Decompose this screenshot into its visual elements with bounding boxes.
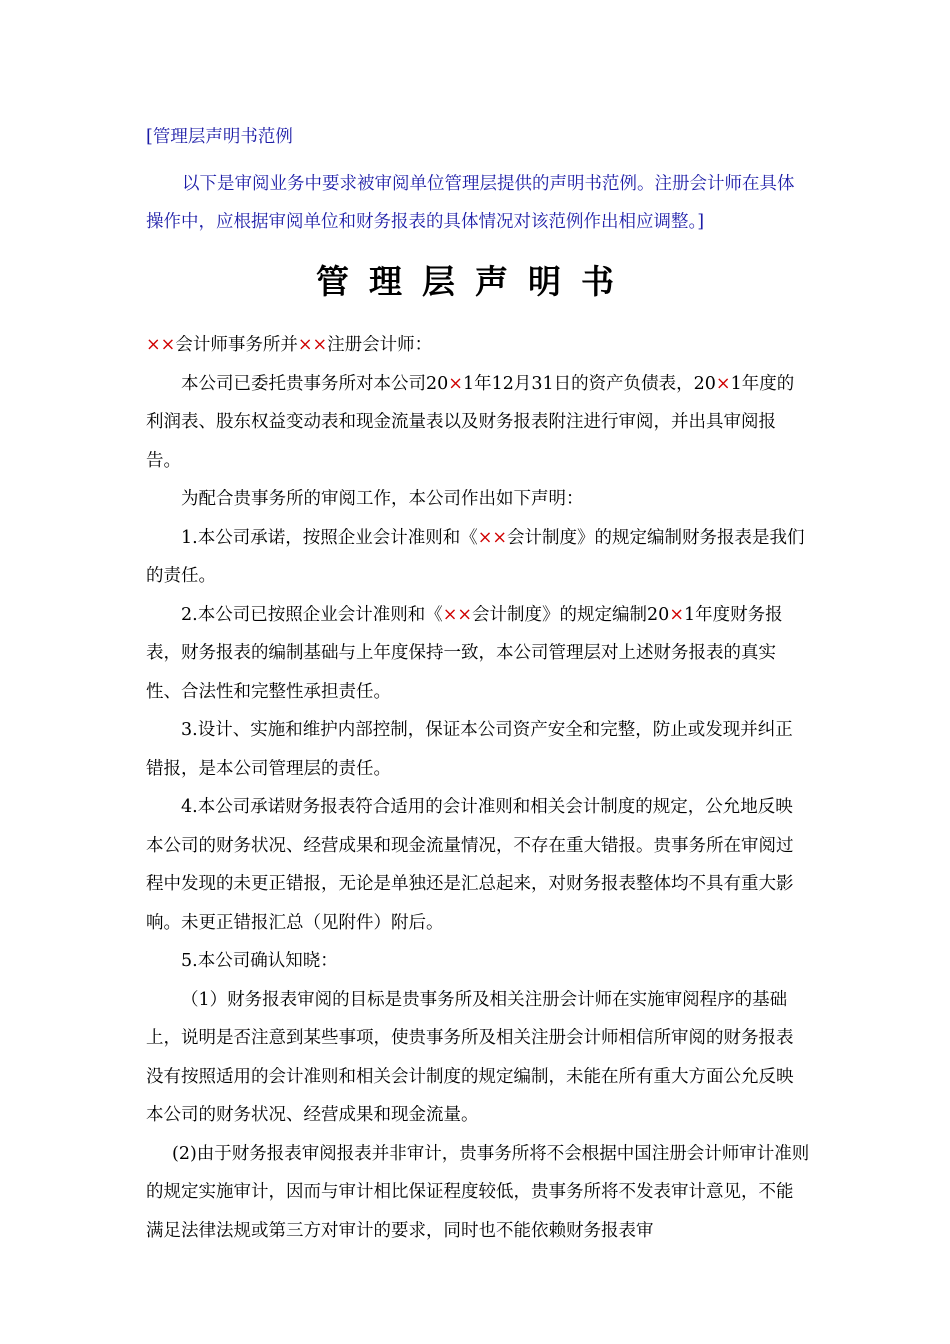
declaration-item-4: 4.本公司承诺财务报表符合适用的会计准则和相关会计制度的规定，公允地反映本公司的财务状况、经营成果和现金流量情况，不存在重大错报。贵事务所在审阅过程中发现的未更正错报，无论是单独还是汇总起来，对财务报表整体均不具有重大影响。未更正错报汇总（见附件）附后。 <box>146 797 794 933</box>
template-note-body: 以下是审阅业务中要求被审阅单位管理层提供的声明书范例。注册会计师在具体操作中，应根据审阅单位和财务报表的具体情况对该范例作出相应调整。] <box>146 174 795 232</box>
intro-text: 1年12月31日的资产负债表，20 <box>462 373 716 394</box>
template-note-heading: [管理层声明书范例 <box>146 127 293 147</box>
salutation <box>146 326 810 365</box>
declaration-subitem-2: (2)由于财务报表审阅报表并非审计，贵事务所将不会根据中国注册会计师审计准则的规定实施审计，因而与审计相比保证程度较低，贵事务所将不发表审计意见，不能满足法律法规或第三方对审计的要求，同时也不能依赖财务报表审 <box>146 1143 810 1241</box>
declaration-item-5: 5.本公司确认知晓： <box>181 951 338 971</box>
intro-text: 本公司已委托贵事务所对本公司20 <box>181 373 449 394</box>
salutation-text: 会计师事务所并 <box>175 335 298 355</box>
placeholder-mark: ×× <box>146 335 176 355</box>
document-body <box>146 326 810 1250</box>
document-title: 管理层声明书 <box>316 262 634 301</box>
declaration-item-2 <box>146 596 810 712</box>
item-text: 2.本公司已按照企业会计准则和《 <box>181 604 443 625</box>
placeholder-mark: × <box>715 373 731 394</box>
placeholder-mark: ×× <box>297 335 328 355</box>
placeholder-mark: ×× <box>442 604 473 625</box>
declaration-subitem-1: （1）财务报表审阅的目标是贵事务所及相关注册会计师在实施审阅程序的基础上，说明是否注意到某些事项，使贵事务所及相关注册会计师相信所审阅的财务报表没有按照适用的会计准则和相关会计制度的规定编制，未能在所有重大方面公允反映本公司的财务状况、经营成果和现金流量。 <box>146 989 794 1125</box>
placeholder-mark: ×× <box>477 527 508 548</box>
item-text: 会计制度》的规定编制财务报表是我们的责任。 <box>146 527 805 586</box>
intro-paragraph <box>146 365 810 481</box>
item-text: 会计制度》的规定编制20 <box>472 604 670 625</box>
salutation-text: 注册会计师： <box>327 335 433 355</box>
placeholder-mark: × <box>669 604 684 625</box>
declaration-item-3: 3.设计、实施和维护内部控制，保证本公司资产安全和完整，防止或发现并纠正错报，是本公司管理层的责任。 <box>146 720 793 779</box>
lead-paragraph: 为配合贵事务所的审阅工作，本公司作出如下声明： <box>181 489 584 509</box>
placeholder-mark: × <box>448 373 463 394</box>
item-text: 1.本公司承诺，按照企业会计准则和《 <box>181 527 478 548</box>
intro-text: 1年度的利润表、股东权益变动表和现金流量表以及财务报表附注进行审阅，并出具审阅报告。 <box>146 373 795 471</box>
declaration-item-1 <box>146 519 810 596</box>
item-text: 1年度财务报表，财务报表的编制基础与上年度保持一致，本公司管理层对上述财务报表的真实性、合法性和完整性承担责任。 <box>146 604 783 702</box>
